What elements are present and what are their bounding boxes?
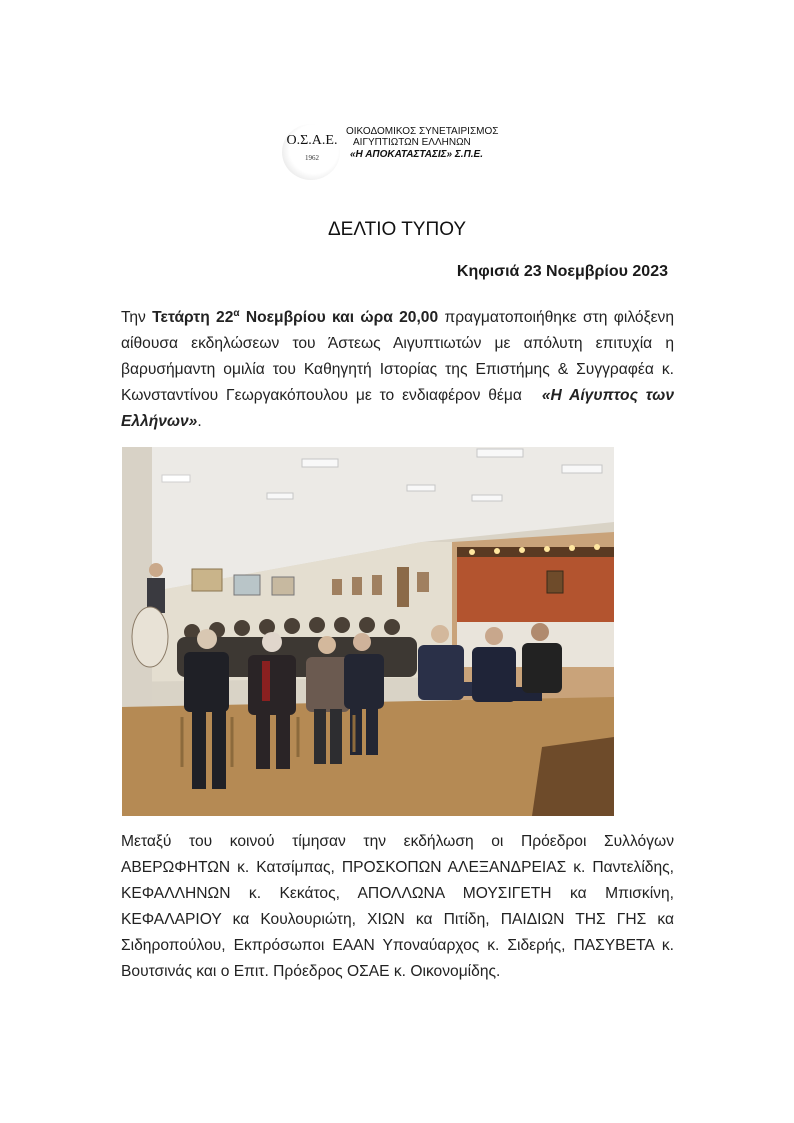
ordinal-suffix: α xyxy=(233,308,240,319)
event-photo-illustration xyxy=(122,447,614,816)
intro-text-start: Την xyxy=(121,309,153,327)
event-photo xyxy=(122,447,614,816)
paragraph-intro xyxy=(121,301,674,435)
event-date-time: Νοεμβρίου και ώρα 20,00 xyxy=(239,309,439,327)
lecture-topic: «Η Αίγυπτος των Ελλήνων» xyxy=(121,387,674,431)
intro-text-end: . xyxy=(197,413,202,431)
dateline: Κηφισιά 23 Νοεμβρίου 2023 xyxy=(456,263,668,280)
organization-logo xyxy=(282,124,532,180)
logo-acronym: Ο.Σ.Α.Ε. xyxy=(286,133,338,148)
logo-year: 1962 xyxy=(305,154,319,162)
paragraph-attendees: Μεταξύ του κοινού τίμησαν την εκδήλωση οι Πρόεδροι Συλλόγων ΑΒΕΡΩΦΗΤΩΝ κ. Κατσίμπας, ΠΡΟΣΚΟΠΩΝ ΑΛΕΞΑΝΔΡΕΙΑΣ κ. Παντελίδης, ΚΕΦΑΛΛΗΝΩΝ κ. Κεκάτος, ΑΠΟΛΛΩΝΑ ΜΟΥΣΙΓΕΤΗ κα Μπισκίνη, ΚΕΦΑΛΑΡΙΟΥ κα Κουλουριώτη, ΧΙΩΝ κα Πιτίδη, ΠΑΙΔΙΩΝ ΤΗΣ ΓΗΣ κα Σιδηροπούλου, Εκπρόσωποι ΕΑΑΝ Υποναύαρχος κ. Σιδερής, ΠΑΣΥΒΕΤΑ κ. Βουτσινάς και ο Επιτ. Πρόεδρος ΟΣΑΕ κ. Οικονομίδης. xyxy=(121,833,674,980)
document-title: ΔΕΛΤΙΟ ΤΥΠΟΥ xyxy=(327,219,467,240)
org-name-line2: ΑΙΓΥΠΤΙΩΤΩΝ ΕΛΛΗΝΩΝ xyxy=(353,137,471,148)
org-name-line1: ΟΙΚΟΔΟΜΙΚΟΣ ΣΥΝΕΤΑΙΡΙΣΜΟΣ xyxy=(346,126,499,137)
intro-text-body: πραγματοποιήθηκε στη φιλόξενη αίθουσα εκδηλώσεων του Άστεως Αιγυπτιωτών με απόλυτη επιτυχία η βαρυσήμαντη ομιλία του Καθηγητή Ιστορίας της Επιστήμης & Συγγραφέα κ. Κωνσταντίνου Γεωργακόπουλου με το ενδιαφέρον θέμα xyxy=(121,309,674,405)
event-day: Τετάρτη 22 xyxy=(152,309,234,327)
org-name-line3: «Η ΑΠΟΚΑΤΑΣΤΑΣΙΣ» Σ.Π.Ε. xyxy=(350,149,483,160)
